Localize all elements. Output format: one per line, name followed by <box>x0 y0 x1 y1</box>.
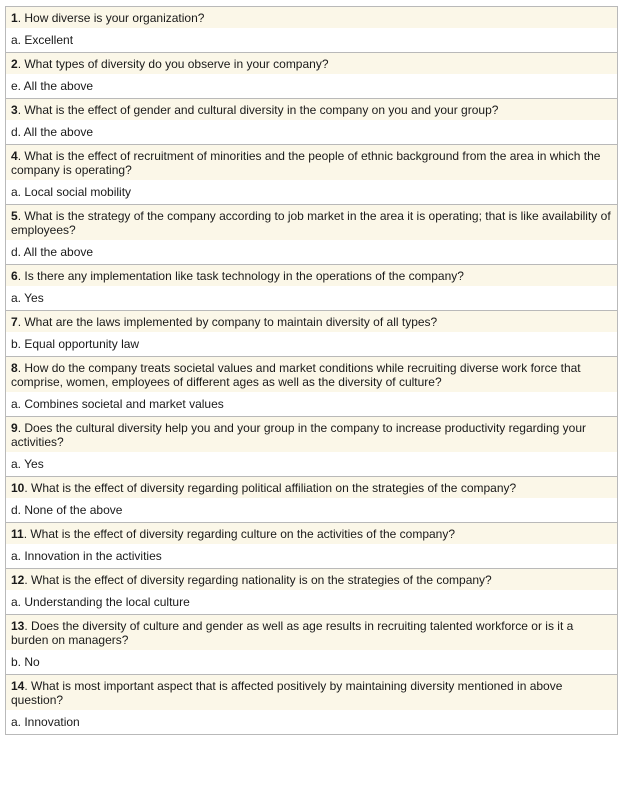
question-number: 10 <box>11 481 25 495</box>
answer-row: a. Innovation <box>6 710 617 734</box>
answer-row: a. Local social mobility <box>6 180 617 204</box>
question-block-3 <box>6 99 617 145</box>
question-row <box>6 53 617 74</box>
question-block-6 <box>6 265 617 311</box>
question-row <box>6 7 617 28</box>
question-text: . What is the effect of diversity regarding nationality is on the strategies of the company? <box>24 573 492 587</box>
question-row <box>6 675 617 710</box>
question-text: . Does the diversity of culture and gender as well as age results in recruiting talented workforce or is it a burden on managers? <box>11 619 574 647</box>
question-text: . What is the effect of gender and cultural diversity in the company on you and your group? <box>17 103 499 117</box>
question-number: 11 <box>11 527 24 541</box>
question-block-12 <box>6 569 617 615</box>
question-text: . What are the laws implemented by company to maintain diversity of all types? <box>17 315 438 329</box>
answer-row: b. Equal opportunity law <box>6 332 617 356</box>
question-text: . What is the strategy of the company according to job market in the area it is operating; that is like availability of employees? <box>11 209 611 237</box>
question-block-11 <box>6 523 617 569</box>
question-row <box>6 523 617 544</box>
question-row <box>6 477 617 498</box>
question-text: . What types of diversity do you observe in your company? <box>17 57 329 71</box>
question-text: . How diverse is your organization? <box>17 11 205 25</box>
question-number: 14 <box>11 679 25 693</box>
question-row <box>6 311 617 332</box>
question-number: 9 <box>11 421 18 435</box>
question-number: 8 <box>11 361 18 375</box>
question-number: 5 <box>11 209 18 223</box>
question-block-14 <box>6 675 617 734</box>
question-row <box>6 569 617 590</box>
question-number: 2 <box>11 57 18 71</box>
question-number: 3 <box>11 103 18 117</box>
question-text: . Is there any implementation like task technology in the operations of the company? <box>17 269 464 283</box>
question-block-1 <box>6 7 617 53</box>
question-row <box>6 615 617 650</box>
answer-row: d. All the above <box>6 240 617 264</box>
question-row <box>6 357 617 392</box>
answer-row: b. No <box>6 650 617 674</box>
question-block-5 <box>6 205 617 265</box>
question-text: . What is most important aspect that is affected positively by maintaining diversity mentioned in above question? <box>11 679 563 707</box>
answer-row: a. Yes <box>6 286 617 310</box>
question-block-10 <box>6 477 617 523</box>
answer-row: d. All the above <box>6 120 617 144</box>
question-block-8 <box>6 357 617 417</box>
answer-row: a. Innovation in the activities <box>6 544 617 568</box>
question-row <box>6 417 617 452</box>
question-number: 6 <box>11 269 18 283</box>
answer-row: a. Excellent <box>6 28 617 52</box>
question-number: 7 <box>11 315 18 329</box>
answer-row: a. Yes <box>6 452 617 476</box>
question-row <box>6 205 617 240</box>
answer-row: a. Understanding the local culture <box>6 590 617 614</box>
question-block-7 <box>6 311 617 357</box>
answer-row: a. Combines societal and market values <box>6 392 617 416</box>
question-text: . What is the effect of diversity regarding political affiliation on the strategies of the company? <box>24 481 517 495</box>
question-number: 1 <box>11 11 18 25</box>
question-number: 4 <box>11 149 18 163</box>
question-text: . Does the cultural diversity help you and your group in the company to increase productivity regarding your activities? <box>11 421 586 449</box>
questionnaire-table <box>5 6 618 735</box>
question-row <box>6 99 617 120</box>
answer-row: e. All the above <box>6 74 617 98</box>
question-row <box>6 265 617 286</box>
answer-row: d. None of the above <box>6 498 617 522</box>
question-number: 12 <box>11 573 25 587</box>
question-block-13 <box>6 615 617 675</box>
question-text: . What is the effect of recruitment of minorities and the people of ethnic background from the area in which the company is operating? <box>11 149 601 177</box>
question-block-2 <box>6 53 617 99</box>
question-text: . What is the effect of diversity regarding culture on the activities of the company? <box>23 527 456 541</box>
question-number: 13 <box>11 619 25 633</box>
question-block-4 <box>6 145 617 205</box>
question-row <box>6 145 617 180</box>
question-text: . How do the company treats societal values and market conditions while recruiting diverse work force that comprise, women, employees of different ages as well as the diversity of culture? <box>11 361 581 389</box>
question-block-9 <box>6 417 617 477</box>
